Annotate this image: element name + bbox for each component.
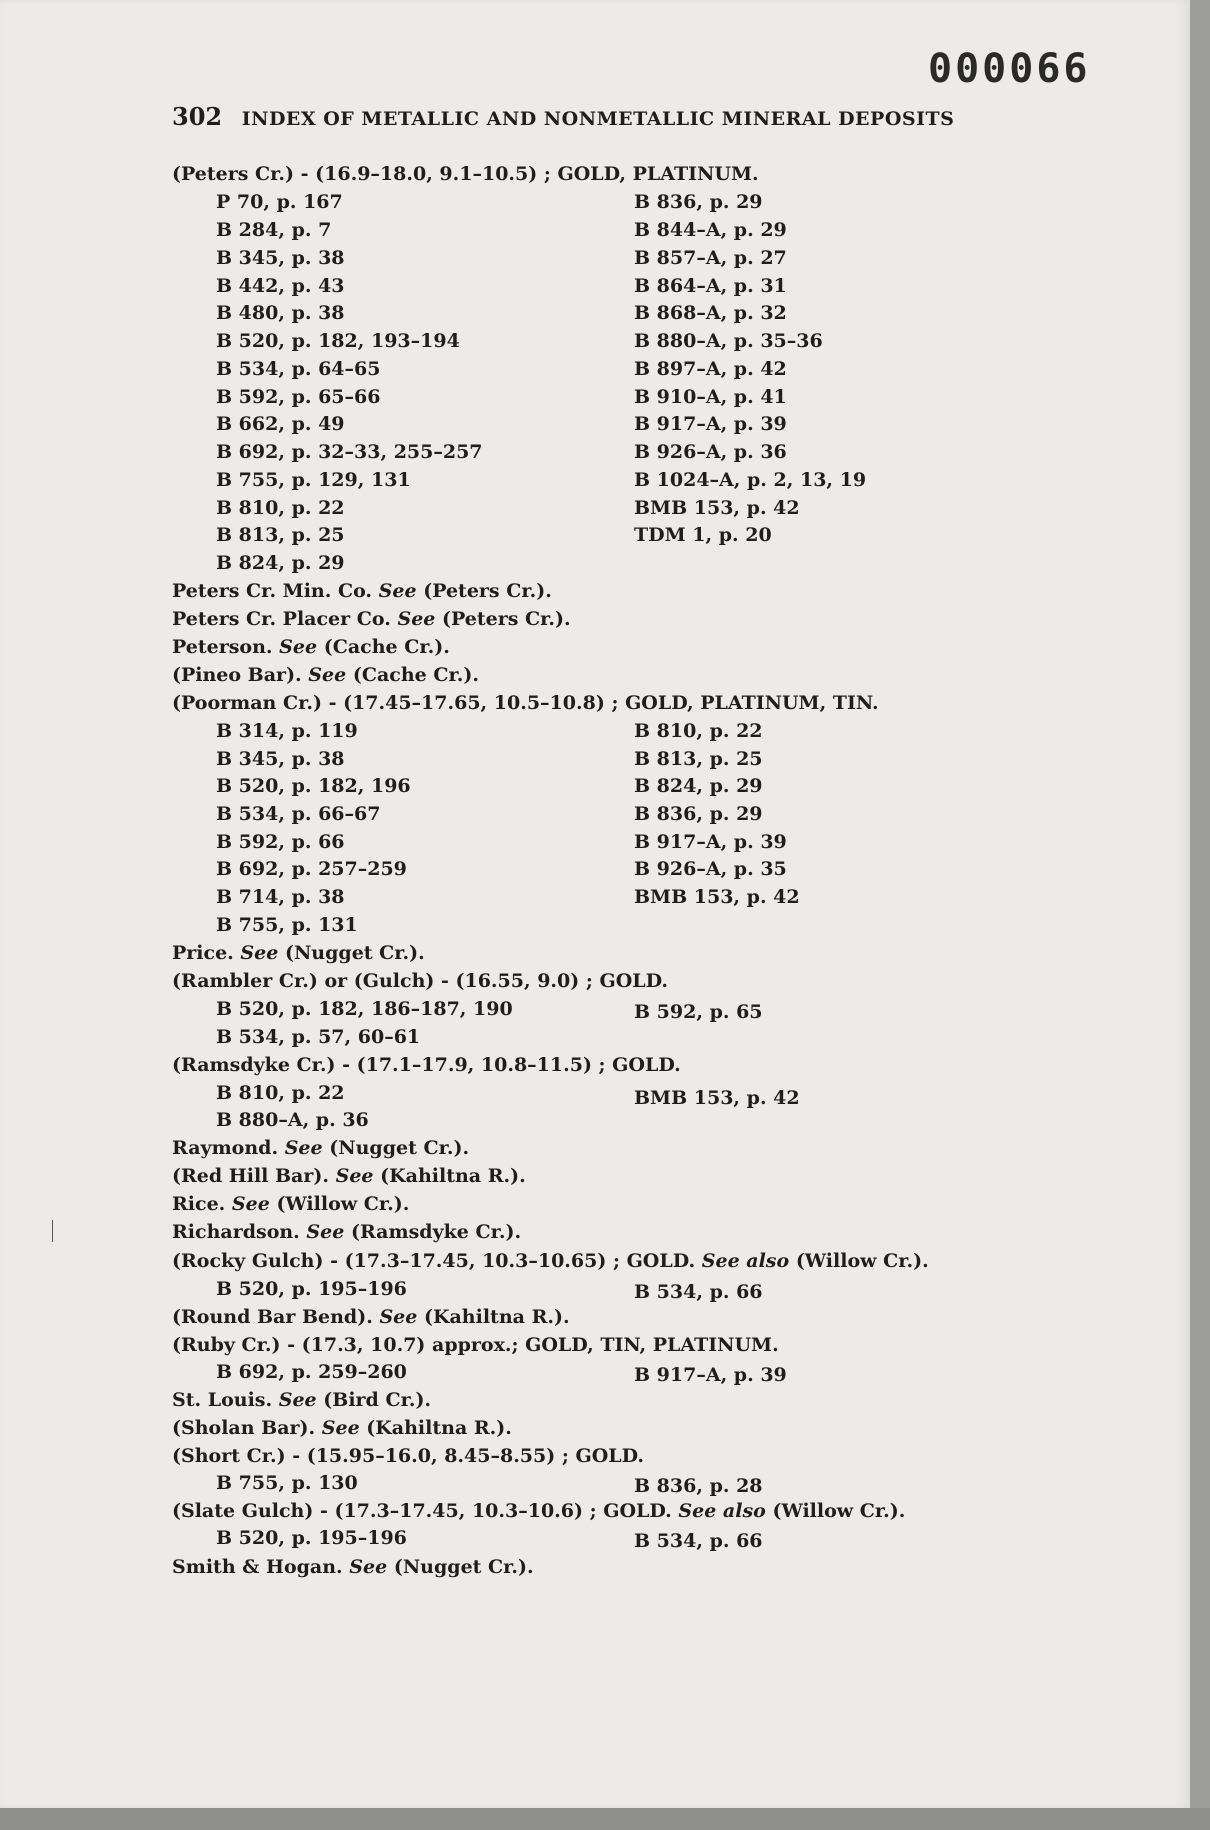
see-target: (Cache Cr.).: [352, 664, 479, 686]
entry-heading: (Peters Cr.) - (16.9–18.0, 9.1–10.5) ; GOLD, PLATINUM.: [172, 163, 759, 185]
reference-item: BMB 153, p. 42: [634, 497, 800, 519]
reference-item: B 824, p. 29: [634, 775, 763, 797]
reference-item: B 836, p. 29: [634, 803, 763, 825]
reference-item: B 345, p. 38: [216, 748, 345, 770]
reference-item: B 813, p. 25: [634, 748, 763, 770]
see-target: (Bird Cr.).: [323, 1389, 432, 1411]
entry-name: (Round Bar Bend).: [172, 1306, 373, 1328]
see-label: See: [321, 1417, 360, 1439]
see-label: See: [335, 1165, 374, 1187]
reference-item: B 864–A, p. 31: [634, 275, 787, 297]
entry-heading: [172, 1500, 905, 1522]
see-target: (Peters Cr.).: [423, 580, 552, 602]
see-also-label: See also: [678, 1500, 766, 1522]
see-label: See: [279, 636, 318, 658]
see-label: See: [240, 942, 279, 964]
cross-reference-entry: [172, 1193, 409, 1215]
see-also-label: See also: [701, 1250, 790, 1272]
reference-item: B 868–A, p. 32: [634, 302, 787, 324]
reference-item: B 926–A, p. 36: [634, 441, 787, 463]
margin-mark: [52, 1220, 53, 1242]
entry-name: (Pineo Bar).: [172, 664, 302, 686]
entry-heading: [172, 1250, 929, 1272]
entry-heading-text: (Slate Gulch) - (17.3–17.45, 10.3–10.6) ; GOLD.: [172, 1500, 672, 1522]
entry-name: Peterson.: [172, 636, 273, 658]
reference-item: TDM 1, p. 20: [634, 524, 772, 546]
reference-item: BMB 153, p. 42: [634, 1087, 800, 1109]
entry-name: St. Louis.: [172, 1389, 273, 1411]
entry-name: Richardson.: [172, 1221, 300, 1243]
entry-heading: (Ruby Cr.) - (17.3, 10.7) approx.; GOLD, TIN, PLATINUM.: [172, 1334, 779, 1356]
reference-item: B 755, p. 130: [216, 1472, 358, 1494]
reference-item: B 592, p. 65: [634, 1001, 763, 1023]
reference-item: B 534, p. 66–67: [216, 803, 381, 825]
reference-item: B 910–A, p. 41: [634, 386, 787, 408]
reference-item: B 810, p. 22: [634, 720, 763, 742]
reference-item: B 1024–A, p. 2, 13, 19: [634, 469, 867, 491]
entry-name: (Sholan Bar).: [172, 1417, 316, 1439]
reference-item: B 880–A, p. 35–36: [634, 330, 823, 352]
page-title: INDEX OF METALLIC AND NONMETALLIC MINERAL DEPOSITS: [241, 108, 955, 130]
entry-name: (Red Hill Bar).: [172, 1165, 329, 1187]
reference-item: B 692, p. 257–259: [216, 858, 407, 880]
reference-item: B 810, p. 22: [216, 497, 345, 519]
reference-item: B 857–A, p. 27: [634, 247, 787, 269]
cross-reference-entry: [172, 580, 552, 602]
reference-item: B 442, p. 43: [216, 275, 345, 297]
see-target: (Cache Cr.).: [323, 636, 450, 658]
see-target: (Willow Cr.).: [772, 1500, 906, 1522]
reference-item: B 836, p. 28: [634, 1475, 763, 1497]
cross-reference-entry: [172, 608, 571, 630]
see-label: See: [397, 608, 436, 630]
reference-item: B 813, p. 25: [216, 524, 345, 546]
entry-name: Raymond.: [172, 1137, 279, 1159]
reference-item: B 897–A, p. 42: [634, 358, 787, 380]
reference-item: B 284, p. 7: [216, 219, 332, 241]
reference-item: B 534, p. 57, 60–61: [216, 1026, 421, 1048]
reference-item: B 917–A, p. 39: [634, 831, 787, 853]
reference-item: B 844–A, p. 29: [634, 219, 787, 241]
cross-reference-entry: [172, 1556, 534, 1578]
see-label: See: [349, 1556, 388, 1578]
entry-heading: (Poorman Cr.) - (17.45–17.65, 10.5–10.8) ; GOLD, PLATINUM, TIN.: [172, 692, 879, 714]
reference-item: B 692, p. 32–33, 255–257: [216, 441, 483, 463]
reference-item: B 755, p. 131: [216, 914, 358, 936]
see-target: (Nugget Cr.).: [393, 1556, 534, 1578]
entry-name: Smith & Hogan.: [172, 1556, 343, 1578]
reference-item: B 755, p. 129, 131: [216, 469, 411, 491]
see-label: See: [284, 1137, 323, 1159]
see-target: (Nugget Cr.).: [284, 942, 425, 964]
reference-item: B 480, p. 38: [216, 302, 345, 324]
cross-reference-entry: [172, 1389, 431, 1411]
reference-item: B 836, p. 29: [634, 191, 763, 213]
reference-item: P 70, p. 167: [216, 191, 343, 213]
reference-item: B 520, p. 182, 193–194: [216, 330, 460, 352]
reference-item: B 520, p. 182, 196: [216, 775, 411, 797]
reference-item: B 692, p. 259–260: [216, 1361, 407, 1383]
scan-background: [0, 1808, 1210, 1830]
reference-item: B 534, p. 64–65: [216, 358, 381, 380]
cross-reference-entry: [172, 664, 479, 686]
entry-name: Rice.: [172, 1193, 226, 1215]
cross-reference-entry: [172, 1417, 512, 1439]
reference-item: B 917–A, p. 39: [634, 413, 787, 435]
see-target: (Kahiltna R.).: [380, 1165, 526, 1187]
reference-item: B 345, p. 38: [216, 247, 345, 269]
reference-item: B 520, p. 195–196: [216, 1278, 407, 1300]
entry-heading-text: (Rocky Gulch) - (17.3–17.45, 10.3–10.65) ; GOLD.: [172, 1250, 696, 1272]
entry-heading: (Short Cr.) - (15.95–16.0, 8.45–8.55) ; GOLD.: [172, 1445, 645, 1467]
reference-item: B 534, p. 66: [634, 1530, 763, 1552]
reference-item: B 314, p. 119: [216, 720, 358, 742]
entry-name: Peters Cr. Min. Co.: [172, 580, 373, 602]
reference-item: B 592, p. 66: [216, 831, 345, 853]
cross-reference-entry: [172, 1137, 469, 1159]
see-label: See: [231, 1193, 270, 1215]
see-target: (Kahiltna R.).: [423, 1306, 570, 1328]
reference-item: B 714, p. 38: [216, 886, 345, 908]
page-number: 302: [172, 102, 223, 131]
reference-item: B 926–A, p. 35: [634, 858, 787, 880]
entry-name: Peters Cr. Placer Co.: [172, 608, 391, 630]
cross-reference-entry: [172, 1165, 526, 1187]
cross-reference-entry: [172, 636, 450, 658]
entry-heading: (Ramsdyke Cr.) - (17.1–17.9, 10.8–11.5) ; GOLD.: [172, 1054, 681, 1076]
reference-item: B 534, p. 66: [634, 1281, 763, 1303]
entry-name: Price.: [172, 942, 234, 964]
reference-item: B 824, p. 29: [216, 552, 345, 574]
see-target: (Willow Cr.).: [276, 1193, 410, 1215]
reference-item: B 917–A, p. 39: [634, 1364, 787, 1386]
see-target: (Kahiltna R.).: [366, 1417, 512, 1439]
reference-item: B 880–A, p. 36: [216, 1109, 369, 1131]
cross-reference-entry: [172, 942, 425, 964]
reference-item: B 520, p. 182, 186–187, 190: [216, 998, 513, 1020]
cross-reference-entry: [172, 1221, 521, 1243]
see-label: See: [378, 580, 417, 602]
see-target: (Ramsdyke Cr.).: [350, 1221, 522, 1243]
see-label: See: [306, 1221, 345, 1243]
reference-item: B 520, p. 195–196: [216, 1527, 407, 1549]
see-label: See: [278, 1389, 317, 1411]
see-target: (Peters Cr.).: [442, 608, 571, 630]
page-header: [172, 102, 954, 131]
see-label: See: [379, 1306, 418, 1328]
see-label: See: [308, 664, 347, 686]
reference-item: BMB 153, p. 42: [634, 886, 800, 908]
reference-item: B 662, p. 49: [216, 413, 345, 435]
see-target: (Nugget Cr.).: [329, 1137, 470, 1159]
document-stamp-number: 000066: [928, 46, 1091, 92]
see-target: (Willow Cr.).: [795, 1250, 929, 1272]
reference-item: B 810, p. 22: [216, 1082, 345, 1104]
entry-heading: (Rambler Cr.) or (Gulch) - (16.55, 9.0) ; GOLD.: [172, 970, 669, 992]
cross-reference-entry: [172, 1306, 570, 1328]
reference-item: B 592, p. 65–66: [216, 386, 381, 408]
